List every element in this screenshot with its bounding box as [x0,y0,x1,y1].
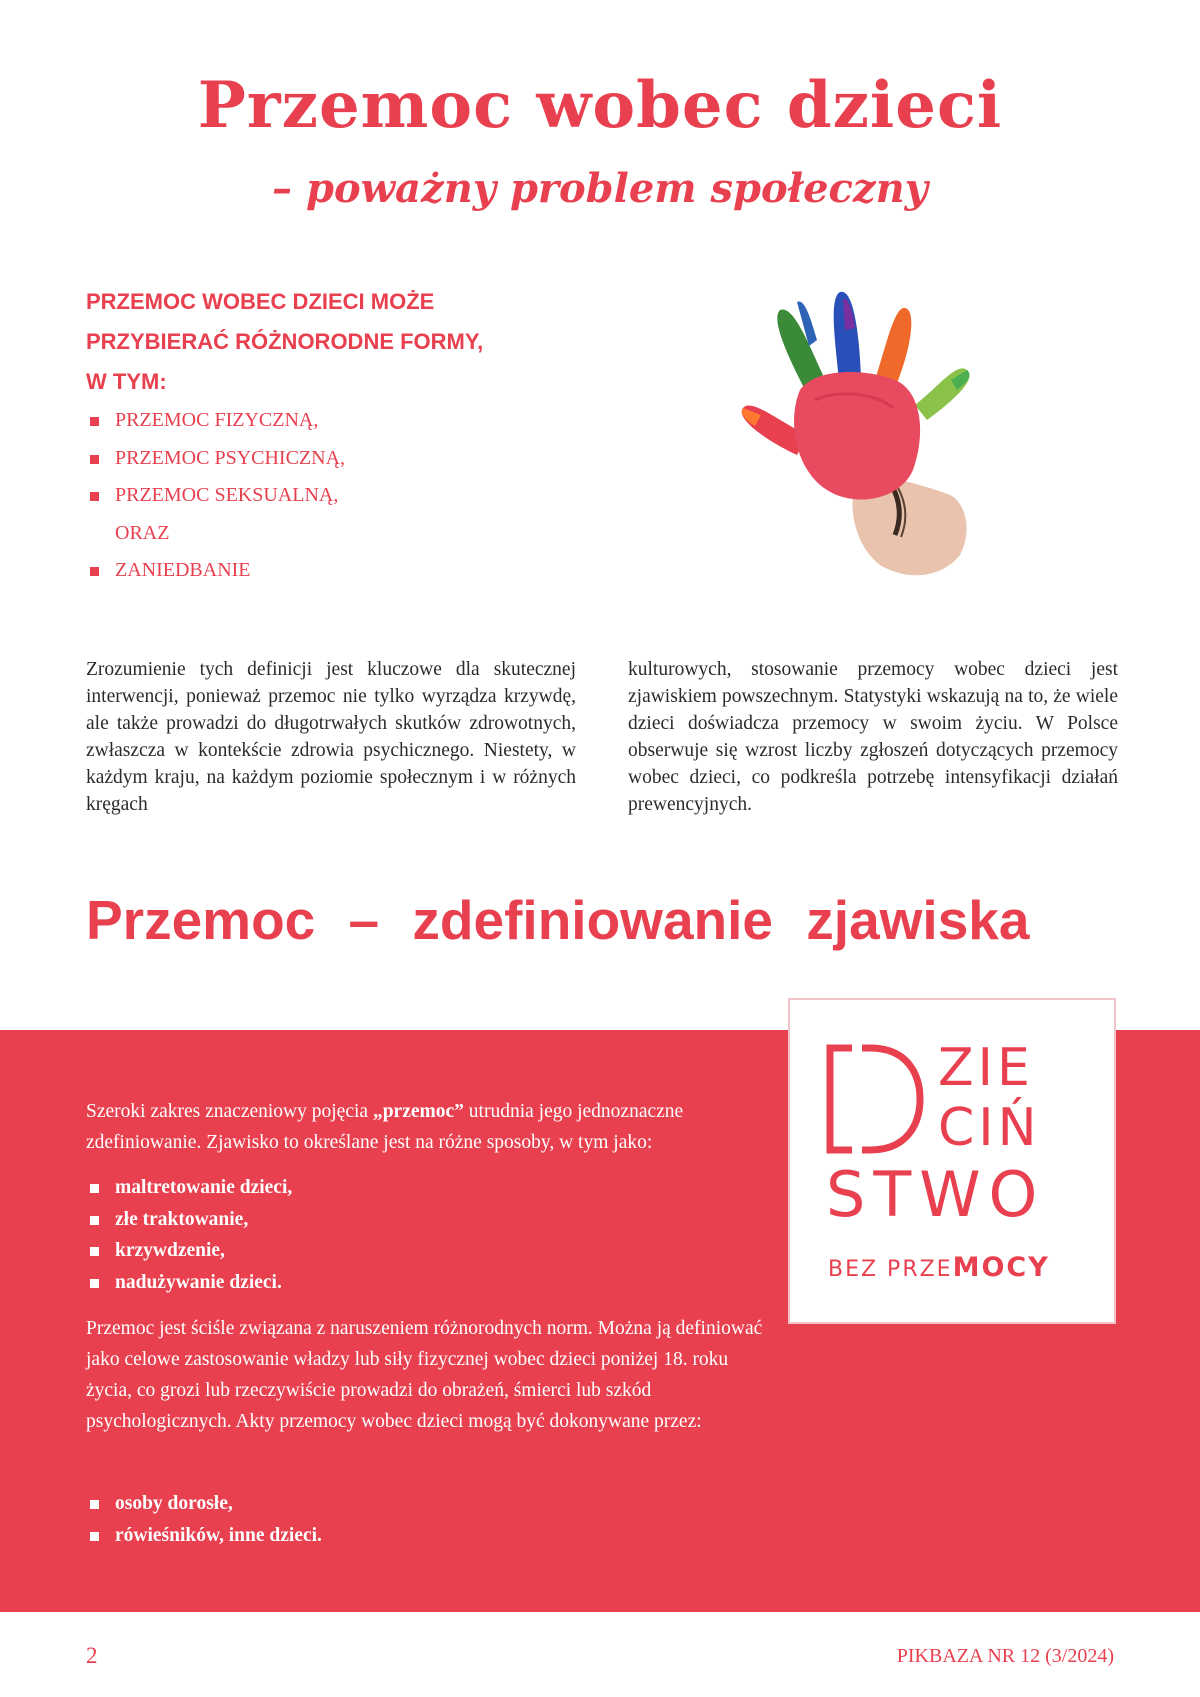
list-item [86,552,345,590]
square-bullet-icon [90,1532,99,1541]
list-item-label: maltretowanie dzieci, [115,1177,293,1198]
forms-heading-line: PRZYBIERAĆ RÓŻNORODNE FORMY, [86,329,484,354]
forms-heading-line: W TYM: [86,369,167,394]
forms-list [86,402,345,590]
square-bullet-icon [90,455,99,464]
list-item [86,1520,322,1552]
list-item [86,1235,292,1267]
definition-paragraph-2: Przemoc jest ściśle związana z naruszeniem różnorodnych norm. Można ją definiować jako celowe zastosowanie władzy lub siły fizycznej wobec dzieci poniżej 18. roku życia, co grozi lub rzeczywiście prowadzi do obrażeń, śmierci lub szkód psychologicznych. Akty przemocy wobec dzieci mogą być dokonywane przez: [86,1318,763,1432]
logo-tagline-bold: MOCY [952,1252,1050,1283]
list-item-label: złe traktowanie, [115,1208,249,1230]
forms-heading-line: PRZEMOC WOBEC DZIECI MOŻE [86,289,435,314]
logo-line-1: ZIE [938,1038,1034,1098]
list-item-label: osoby dorosłe, [115,1493,233,1514]
list-item-label: PRZEMOC PSYCHICZNĄ, [115,446,346,469]
logo-line-2: CIŃ [938,1098,1041,1158]
list-item-label: PRZEMOC SEKSUALNĄ, [115,484,339,506]
perpetrators-list [86,1488,322,1551]
intro-column-right: kulturowych, stosowanie przemocy wobec dzieci jest zjawiskiem powszechnym. Statystyki wskazują na to, że wiele dzieci doświadcza przemocy w swoim życiu. W Polsce obserwuje się wzrost liczby zgłoszeń dotyczących przemocy wobec dzieci, co podkreśla potrzebę intensyfikacji działań prewencyjnych. [628,659,1118,815]
square-bullet-icon [90,1247,99,1256]
square-bullet-icon [90,1216,99,1225]
list-item-label: ORAZ [115,521,170,544]
list-item [86,1267,292,1299]
page-subtitle: – poważny problem społeczny [272,165,928,212]
list-item-label: krzywdzenie, [115,1240,225,1261]
list-item-label: PRZEMOC FIZYCZNĄ, [115,409,319,431]
square-bullet-icon [90,492,99,501]
magazine-issue: PIKBAZA NR 12 (3/2024) [896,1645,1114,1667]
paragraph-text: utrudnia jego jednoznaczne zdefiniowanie. Zjawisko to określane jest na różne sposoby, w tym jako: [86,1101,684,1153]
logo-tagline-light: BEZ PRZE [828,1257,953,1282]
square-bullet-icon [90,1500,99,1509]
list-item [86,1488,322,1520]
forms-heading [86,282,606,402]
square-bullet-icon [90,1184,99,1193]
definition-paragraph-1 [86,1096,766,1158]
square-bullet-icon [90,567,99,576]
logo-tagline [828,1252,1050,1283]
square-bullet-icon [90,1279,99,1288]
list-item-label: ZANIEDBANIE [115,559,251,581]
list-item-label: rówieśników, inne dzieci. [115,1524,322,1546]
list-item-label: nadużywanie dzieci. [115,1271,282,1293]
definition-list [86,1172,292,1298]
dziecinstwo-logo [790,1000,1114,1322]
logo-line-3: STWO [826,1158,1046,1231]
painted-hand-image [735,280,1015,590]
intro-column-left: Zrozumienie tych definicji jest kluczowe dla skutecznej interwencji, ponieważ przemoc nie tylko wyrządza krzywdę, ale także prowadzi do długotrwałych skutków zdrowotnych, zwłaszcza w kontekście zdrowia psychicznego. Niestety, w każdym kraju, na każdym poziomie społecznym i w różnych kręgach [86,659,576,815]
list-item [86,477,345,515]
list-item [86,440,345,478]
section-title: Przemoc – zdefiniowanie zjawiska [86,889,1030,951]
page-title: Przemoc wobec dzieci [197,68,1003,143]
list-item [86,402,345,440]
square-bullet-icon [90,417,99,426]
paragraph-text: Szeroki zakres znaczeniowy pojęcia [86,1101,373,1122]
page-number: 2 [86,1643,98,1668]
list-item [86,1172,292,1204]
list-item [86,515,345,553]
paragraph-bold-term: „przemoc” [372,1101,464,1122]
list-item [86,1204,292,1236]
